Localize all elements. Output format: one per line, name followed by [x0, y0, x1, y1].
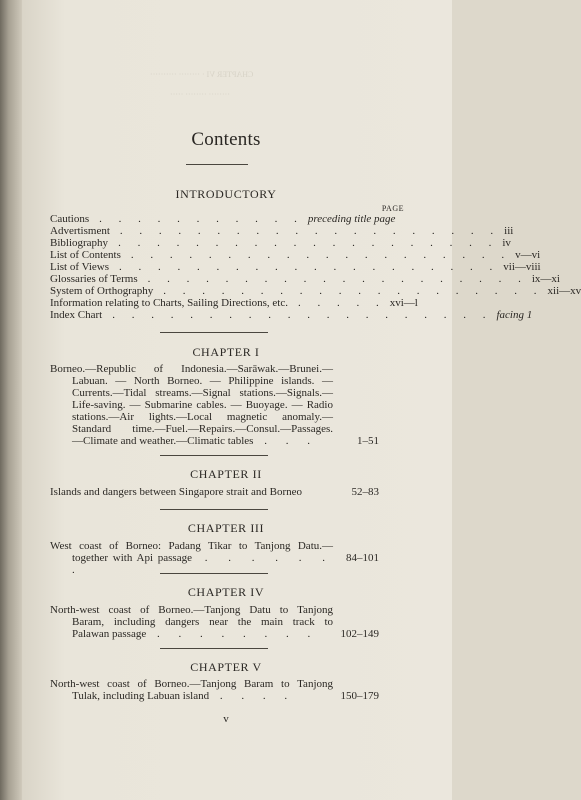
- introductory-heading: INTRODUCTORY: [175, 187, 277, 201]
- chapter-2-summary[interactable]: [50, 486, 320, 498]
- page-title: Contents: [191, 129, 261, 150]
- chapter-3-heading: CHAPTER III: [187, 521, 265, 535]
- summary-line: North-west coast of Borneo.—Tanjong Datu to Tanjong: [50, 604, 333, 616]
- toc-entry-page: ix—xi: [531, 273, 560, 285]
- toc-entry-glossaries[interactable]: [50, 273, 560, 285]
- section-rule: [160, 509, 268, 510]
- summary-line: together with Api passage . . . . . . .: [72, 552, 334, 576]
- page-number: v: [223, 713, 229, 725]
- toc-entry-page: iv: [502, 237, 511, 249]
- leader-dots: . . . . . . . . . . . . . . . . . . . .: [130, 249, 512, 261]
- chapter-5-heading: CHAPTER V: [190, 660, 262, 674]
- bleed-through-text: ········ ········ ·····: [170, 90, 230, 99]
- toc-entry-bibliography[interactable]: [50, 237, 511, 249]
- summary-line: Currents.—Tidal streams.—Signal stations.—Signals.—: [72, 387, 333, 399]
- leader-dots: . . . . . . .: [72, 552, 334, 576]
- leader-dots: . . . . . . . .: [146, 628, 319, 640]
- chapter-5-pages: 150–179: [340, 690, 379, 702]
- chapter-1-heading: CHAPTER I: [192, 345, 260, 359]
- leader-dots: . . . . . . . . . . .: [99, 213, 304, 225]
- section-rule: [160, 573, 268, 574]
- chapter-3-pages: 84–101: [346, 552, 379, 564]
- toc-entry-advertisment[interactable]: [50, 225, 514, 237]
- toc-entry-label: System of Orthography: [50, 285, 154, 297]
- summary-line: Baram, including dangers near the main track to: [72, 616, 333, 628]
- leader-dots: . . . . . . . . . . . . . . . . . . . .: [118, 237, 499, 249]
- toc-entry-charts-info[interactable]: [50, 297, 418, 309]
- page-column-label: PAGE: [381, 204, 404, 213]
- chapter-2-heading: CHAPTER II: [190, 467, 262, 481]
- summary-line: West coast of Borneo: Padang Tikar to Tanjong Datu.—: [50, 540, 333, 552]
- leader-dots: . . . . .: [297, 297, 386, 309]
- summary-line: Islands and dangers between Singapore strait and Borneo: [50, 486, 303, 498]
- leader-dots: . . . .: [209, 690, 296, 702]
- summary-line: Tulak, including Labuan island . . . .: [72, 690, 296, 702]
- title-rule: [186, 164, 248, 165]
- chapter-2-pages: 52–83: [351, 486, 379, 498]
- chapter-1-summary[interactable]: [50, 363, 333, 447]
- toc-entry-label: List of Views: [50, 261, 110, 273]
- leader-dots: . . . . . . . . . . . . . . . . . . . .: [112, 309, 493, 321]
- chapter-3-summary[interactable]: [50, 540, 333, 576]
- toc-entry-page: iii: [504, 225, 514, 237]
- book-binding-shadow: [0, 0, 22, 800]
- toc-entry-index-chart[interactable]: [50, 309, 533, 321]
- chapter-1-pages: 1–51: [357, 435, 379, 447]
- toc-entry-list-of-views[interactable]: [50, 261, 541, 273]
- toc-entry-page: v—vi: [515, 249, 541, 261]
- leader-dots: . . .: [253, 435, 318, 447]
- toc-entry-page: facing 1: [496, 309, 533, 321]
- toc-entry-label: Glossaries of Terms: [50, 273, 138, 285]
- toc-entry-page: vii—viii: [503, 261, 541, 273]
- toc-entry-list-of-contents[interactable]: [50, 249, 541, 261]
- toc-entry-page: preceding title page: [307, 213, 396, 225]
- summary-line: —Climate and weather.—Climatic tables . . .: [72, 435, 318, 447]
- toc-entry-cautions[interactable]: [50, 213, 396, 225]
- leader-dots: . . . . . . . . . . . . . . . . . . . .: [119, 261, 500, 273]
- section-rule: [160, 455, 268, 456]
- chapter-4-pages: 102–149: [340, 628, 379, 640]
- toc-entry-page: xvi—l: [389, 297, 418, 309]
- toc-entry-label: Advertisment: [50, 225, 110, 237]
- toc-entry-orthography[interactable]: [50, 285, 581, 297]
- section-rule: [160, 332, 268, 333]
- toc-entry-label: Cautions: [50, 213, 90, 225]
- summary-line: North-west coast of Borneo.—Tanjong Baram to Tanjong: [50, 678, 333, 690]
- summary-line: Standard time.—Fuel.—Repairs.—Consul.—Passages.: [72, 423, 333, 435]
- toc-entry-label: Bibliography: [50, 237, 109, 249]
- summary-line: Labuan. — North Borneo. — Philippine islands. —: [72, 375, 333, 387]
- summary-line: Life-saving. — Submarine cables. — Buoyage. — Radio: [72, 399, 333, 411]
- chapter-5-summary[interactable]: [50, 678, 333, 702]
- bleed-through-text: CHAPTER VI · ········ ··········: [150, 70, 254, 79]
- chapter-4-heading: CHAPTER IV: [187, 585, 265, 599]
- summary-line: Borneo.—Republic of Indonesia.—Sarāwak.—Brunei.—: [50, 363, 333, 375]
- leader-dots: . . . . . . . . . . . . . . . . . . . .: [163, 285, 544, 297]
- chapter-4-summary[interactable]: [50, 604, 333, 640]
- toc-entry-label: Information relating to Charts, Sailing Directions, etc.: [50, 297, 288, 309]
- toc-entry-page: xii—xv: [547, 285, 581, 297]
- toc-entry-label: Index Chart: [50, 309, 103, 321]
- summary-line: stations.—Air lights.—Local magnetic anomaly.—: [72, 411, 333, 423]
- leader-dots: . . . . . . . . . . . . . . . . . . . .: [119, 225, 501, 237]
- section-rule: [160, 648, 268, 649]
- summary-line: Palawan passage . . . . . . . .: [72, 628, 319, 640]
- toc-entry-label: List of Contents: [50, 249, 121, 261]
- leader-dots: . . . . . . . . . . . . . . . . . . . .: [147, 273, 528, 285]
